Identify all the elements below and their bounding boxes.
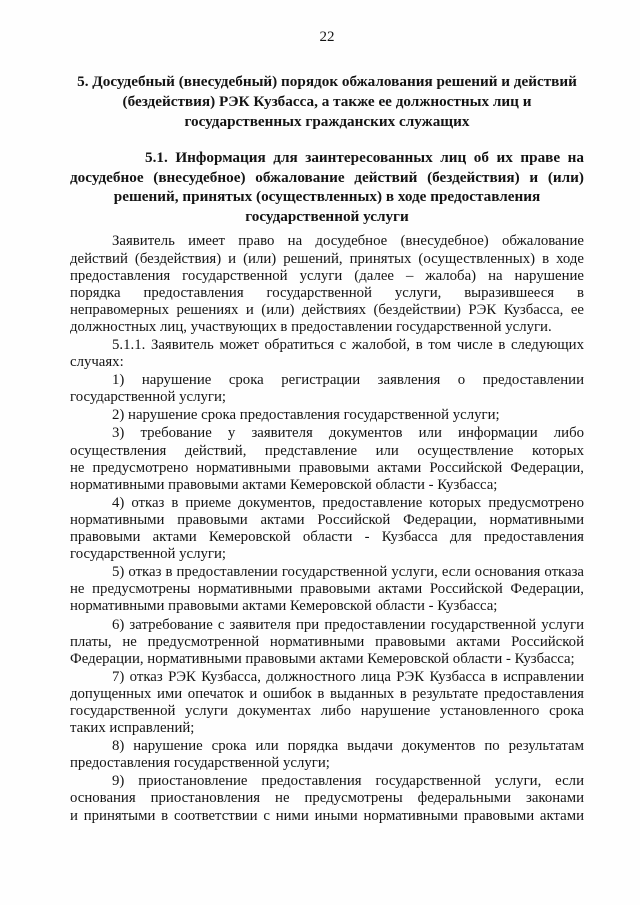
text-line: предоставления государственной услуги (далее – жалоба) на нарушение (70, 267, 584, 284)
text-line: государственной услуги документах либо нарушение установленного срока (70, 702, 584, 719)
text-line: 6) затребование с заявителя при предоставлении государственной услуги (112, 616, 584, 633)
subsection-heading-line: государственной услуги (245, 207, 409, 225)
text-line: правовыми актами Кемеровской области - Кузбасса для предоставления (70, 529, 584, 546)
text-line: 3) требование у заявителя документов или информации либо (112, 425, 584, 442)
text-line: должностных лиц, участвующих в предоставлении государственной услуги. (70, 318, 552, 335)
subsection-heading-line: решений, принятых (осуществленных) в ходе предоставления (113, 188, 541, 206)
subsection-heading-line: 5.1. Информация для заинтересованных лиц об их праве на (145, 149, 584, 167)
text-line: не предусмотрены нормативными правовыми актами Российской Федерации, (70, 581, 584, 598)
list-item-6 (70, 617, 584, 668)
text-line: 5.1.1. Заявитель может обратиться с жалобой, в том числе в следующих (112, 337, 584, 353)
text-line: действий (бездействия) и (или) решений, принятых (осуществленных) в ходе (70, 250, 584, 267)
list-item-8 (70, 738, 584, 772)
text-line: 1) нарушение срока регистрации заявления о предоставлении (112, 372, 584, 389)
text-line: 9) приостановление предоставления государственной услуги, если (112, 773, 584, 790)
text-line: 8) нарушение срока или порядка выдачи документов по результатам (112, 738, 584, 755)
document-body (70, 233, 584, 825)
list-item-3 (70, 425, 584, 493)
list-item-7 (70, 669, 584, 737)
text-line: 7) отказ РЭК Кузбасса, должностного лица РЭК Кузбасса в исправлении (112, 668, 584, 685)
text-line: Заявитель имеет право на досудебное (внесудебное) обжалование (112, 233, 584, 250)
text-line: осуществления действий, представление или осуществление которых (70, 442, 584, 459)
text-line: основания приостановления не предусмотрены федеральными законами (70, 790, 584, 807)
paragraph-appeal-right (70, 233, 584, 336)
section-heading-line: государственных гражданских служащих (184, 113, 470, 130)
text-line: не предусмотрено нормативными правовыми актами Российской Федерации, (70, 459, 584, 476)
text-line: допущенных ими опечаток и ошибок в выданных в результате предоставления (70, 685, 584, 702)
text-line: неправомерных решениях и (или) действиях (бездействии) РЭК Кузбасса, ее (70, 301, 584, 318)
list-item-2 (70, 407, 584, 424)
section-heading-line: (бездействия) РЭК Кузбасса, а также ее должностных лиц и (122, 93, 532, 110)
text-line: нормативными правовыми актами Кемеровской области - Кузбасса; (70, 598, 498, 615)
subsection-heading-line: досудебное (внесудебное) обжалование действий (бездействия) и (или) (70, 168, 584, 186)
text-line: нормативными правовыми актами Кемеровской области - Кузбасса; (70, 476, 498, 493)
list-item-9 (70, 773, 584, 824)
list-item-4 (70, 495, 584, 563)
section-heading (70, 72, 584, 132)
section-heading-line: 5. Досудебный (внесудебный) порядок обжалования решений и действий (77, 73, 577, 90)
text-line: порядка предоставления государственной услуги, выразившееся в (70, 284, 584, 301)
paragraph-5-1-1 (70, 337, 584, 371)
text-line: 4) отказ в приеме документов, предоставление которых предусмотрено (112, 494, 584, 511)
text-line: 2) нарушение срока предоставления государственной услуги; (112, 407, 500, 424)
text-line: государственной услуги; (70, 389, 227, 406)
text-line: Федерации, нормативными правовыми актами Кемеровской области - Кузбасса; (70, 650, 575, 667)
text-line: предоставления государственной услуги; (70, 755, 330, 772)
text-line: нормативными правовыми актами Российской Федерации, нормативными (70, 511, 584, 528)
text-line: и принятыми в соответствии с ними иными нормативными правовыми актами (70, 807, 584, 824)
text-line: государственной услуги; (70, 546, 227, 563)
text-line: 5) отказ в предоставлении государственной услуги, если основания отказа (112, 564, 584, 581)
list-item-1 (70, 372, 584, 406)
text-line: случаях: (70, 354, 124, 371)
text-line: платы, не предусмотренной нормативными правовыми актами Российской (70, 633, 584, 650)
page-number: 22 (319, 28, 335, 45)
text-line: таких исправлений; (70, 720, 195, 737)
list-item-5 (70, 564, 584, 615)
subsection-heading (70, 148, 584, 226)
